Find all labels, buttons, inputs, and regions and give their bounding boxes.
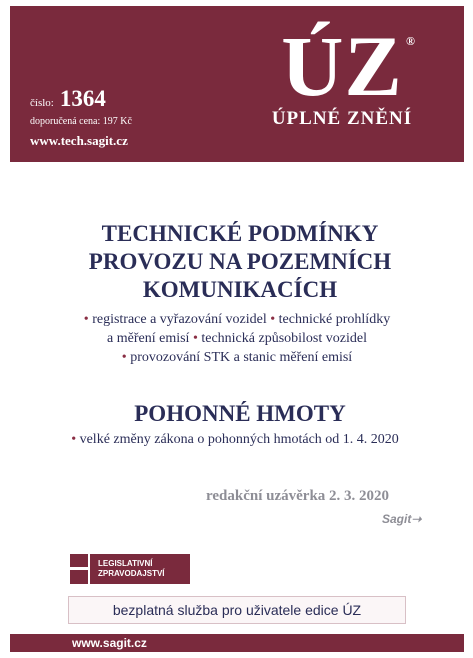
publisher-logo [382, 512, 421, 526]
editorial-deadline: redakční uzávěrka 2. 3. 2020 [206, 488, 390, 504]
website-top: www.tech.sagit.cz [30, 133, 128, 148]
bullet-text: technické prohlídky [278, 312, 391, 327]
secondary-bullet [30, 430, 440, 449]
bullet-text: registrace a vyřazování vozidel [92, 312, 267, 327]
main-title [50, 220, 430, 304]
bullet-dot: • [121, 350, 127, 365]
website-bottom: www.sagit.cz [72, 636, 147, 650]
title-line: PROVOZU NA POZEMNÍCH [88, 249, 392, 274]
topic-bullets [40, 310, 434, 367]
arrow-icon: ➝ [411, 512, 422, 526]
free-service-banner: bezplatná služba pro uživatele edice ÚZ [68, 596, 406, 624]
bullet-text: a měření emisí [107, 331, 190, 346]
issue-info [30, 86, 106, 112]
bullet-dot: • [83, 312, 89, 327]
uz-logo [256, 18, 428, 130]
logo-subtitle: ÚPLNÉ ZNĚNÍ [271, 108, 413, 129]
legislative-line: ZPRAVODAJSTVÍ [98, 569, 165, 578]
logo-main: ÚZ [281, 18, 403, 114]
secondary-title: POHONNÉ HMOTY [134, 401, 346, 426]
title-line: KOMUNIKACÍCH [142, 277, 338, 302]
issue-label: číslo: [30, 97, 54, 109]
book-cover [10, 6, 464, 652]
bullet-dot: • [270, 312, 276, 327]
registered-mark: ® [406, 34, 415, 48]
bullet-text: provozování STK a stanic měření emisí [130, 350, 353, 365]
legislative-badge [90, 554, 190, 584]
bullet-dot: • [71, 432, 77, 447]
publisher-name: Sagit [382, 512, 412, 526]
bullet-text: velké změny zákona o pohonných hmotách od 1. 4. 2020 [79, 432, 399, 447]
legislative-line: LEGISLATIVNÍ [98, 559, 153, 568]
issue-number: 1364 [59, 86, 106, 111]
bottom-band [10, 634, 464, 652]
title-line: TECHNICKÉ PODMÍNKY [101, 221, 379, 246]
bullet-text: technická způsobilost vozidel [201, 331, 367, 346]
top-band [10, 6, 464, 162]
legislative-mark-icon [70, 554, 88, 584]
bullet-dot: • [192, 331, 198, 346]
recommended-price: doporučená cena: 197 Kč [30, 116, 132, 127]
